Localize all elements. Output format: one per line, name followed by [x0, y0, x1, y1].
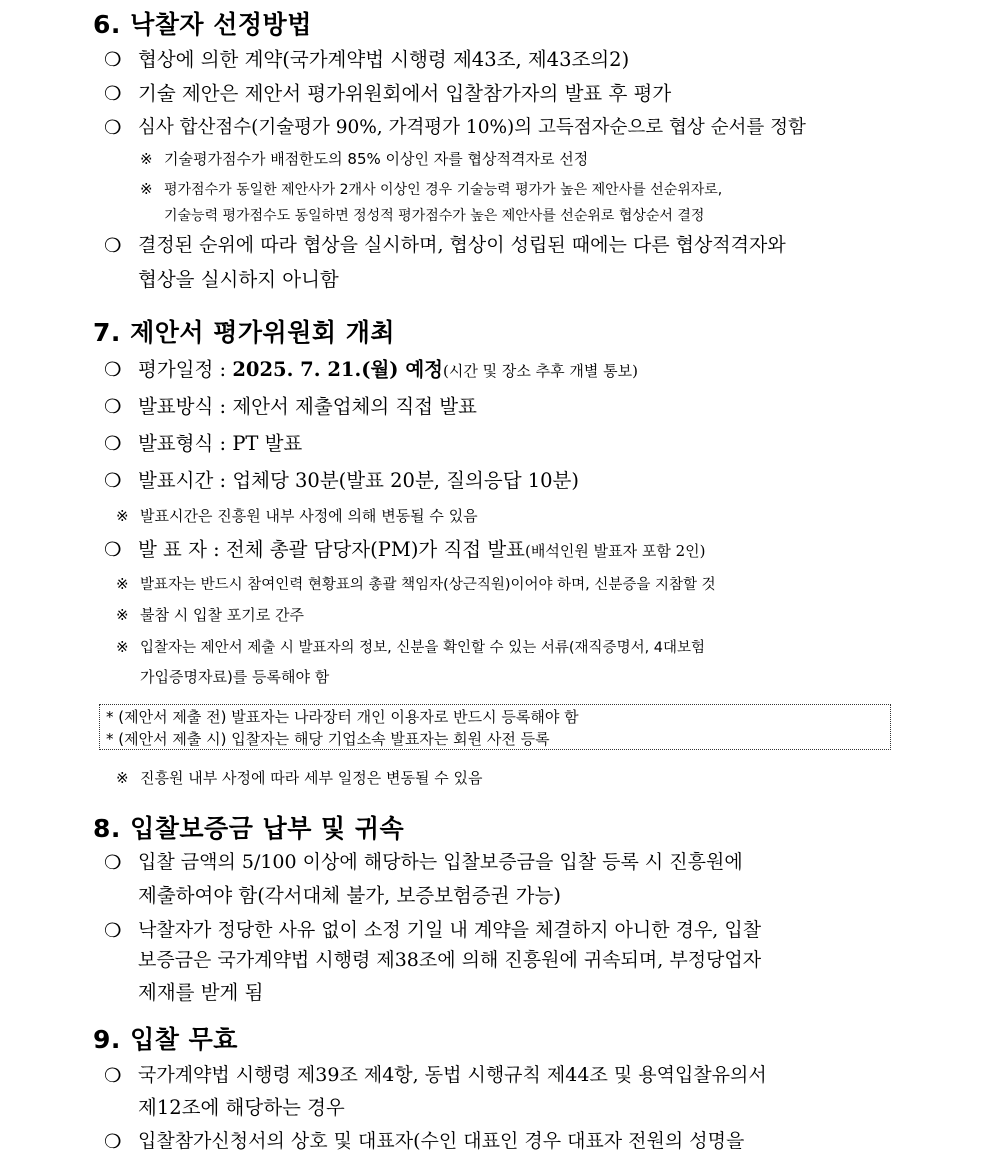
reference-mark-icon: ※	[116, 606, 129, 624]
bullet-circle-icon: ❍	[104, 82, 122, 105]
bullet-circle-icon: ❍	[104, 395, 122, 418]
s7-note-1-text: 발표시간은 진흥원 내부 사정에 의해 변동될 수 있음	[140, 507, 478, 525]
s9-bullet-1-text-a: 국가계약법 시행령 제39조 제4항, 동법 시행규칙 제44조 및 용역입찰유의서	[138, 1064, 767, 1086]
s8-bullet-1-text-b: 제출하여야 함(각서대체 불가, 보증보험증권 가능)	[138, 884, 561, 907]
s7-note-3-text: 불참 시 입찰 포기로 간주	[140, 606, 304, 624]
s7-bullet-5-text	[138, 533, 904, 568]
presenter-note: (배석인원 발표자 포함 2인)	[525, 542, 706, 560]
notice-box	[99, 704, 891, 750]
s7-bullet-3-text: 발표형식 : PT 발표	[138, 432, 303, 455]
s7-note-2-text: 발표자는 반드시 참여인력 현황표의 총괄 책임자(상근직원)이어야 하며, 신분증을 지참할 것	[140, 577, 716, 593]
s9-bullet-2-text-a: 입찰참가신청서의 상호 및 대표자(수인 대표인 경우 대표자 전원의 성명을	[138, 1130, 745, 1152]
s8-bullet-2-text-a: 낙찰자가 정당한 사유 없이 소정 기일 내 계약을 체결하지 아니한 경우, 입찰	[138, 919, 762, 941]
reference-mark-icon: ※	[140, 150, 153, 168]
evaluation-date-label: 평가일정 :	[138, 358, 233, 381]
s7-bullet-1-text	[138, 353, 904, 388]
s6-bullet-4-text-a: 결정된 순위에 따라 협상을 실시하며, 협상이 성립된 때에는 다른 협상적격자와	[138, 234, 786, 256]
s6-note-2-text-b: 기술능력 평가점수도 동일하면 정성적 평가점수가 높은 제안사를 선순위로 협상순서 결정	[164, 208, 705, 224]
s7-note-4	[116, 634, 705, 661]
s7-note-3	[116, 602, 304, 628]
bullet-circle-icon: ❍	[104, 116, 122, 139]
s7-note-2	[116, 571, 716, 598]
bullet-circle-icon: ❍	[104, 234, 122, 257]
bullet-circle-icon: ❍	[104, 48, 122, 71]
reference-mark-icon: ※	[116, 638, 129, 656]
s7-bullet-4-text: 발표시간 : 업체당 30분(발표 20분, 질의응답 10분)	[138, 469, 580, 492]
reference-mark-icon: ※	[116, 575, 129, 593]
bullet-circle-icon: ❍	[104, 469, 122, 492]
s6-bullet-3-text: 심사 합산점수(기술평가 90%, 가격평가 10%)의 고득점자순으로 협상 순서를 정함	[138, 117, 806, 138]
s8-bullet-1-text-a: 입찰 금액의 5/100 이상에 해당하는 입찰보증금을 입찰 등록 시 진흥원에	[138, 851, 743, 873]
bullet-circle-icon: ❍	[104, 1064, 122, 1087]
s7-bullet-2-text: 발표방식 : 제안서 제출업체의 직접 발표	[138, 395, 477, 418]
evaluation-date: 2025. 7. 21.(월) 예정	[232, 358, 444, 381]
reference-mark-icon: ※	[116, 507, 129, 525]
bullet-circle-icon: ❍	[104, 538, 122, 561]
s7-note-5	[116, 765, 482, 791]
s6-bullet-2-text: 기술 제안은 제안서 평가위원회에서 입찰참가자의 발표 후 평가	[138, 82, 672, 105]
notice-box-line-2: * (제안서 제출 시) 입찰자는 해당 기업소속 발표자는 회원 사전 등록	[106, 730, 550, 748]
bullet-circle-icon: ❍	[104, 851, 122, 874]
bullet-circle-icon: ❍	[104, 358, 122, 381]
evaluation-date-note: (시간 및 장소 추후 개별 통보)	[443, 362, 638, 380]
s7-note-4-text-a: 입찰자는 제안서 제출 시 발표자의 정보, 신분을 확인할 수 있는 서류(재직증명서, 4대보험	[140, 640, 706, 656]
s7-note-5-text: 진흥원 내부 사정에 따라 세부 일정은 변동될 수 있음	[140, 769, 483, 787]
presenter-text: 발 표 자 : 전체 총괄 담당자(PM)가 직접 발표	[138, 538, 526, 561]
section-9-heading: 9. 입찰 무효	[93, 1025, 238, 1054]
s6-note-1-text: 기술평가점수가 배점한도의 85% 이상인 자를 협상적격자로 선정	[164, 150, 589, 168]
bullet-circle-icon: ❍	[104, 432, 122, 455]
bullet-circle-icon: ❍	[104, 1130, 122, 1153]
reference-mark-icon: ※	[140, 180, 153, 198]
s8-bullet-2-text-c: 제재를 받게 됨	[138, 981, 264, 1004]
section-6-heading: 6. 낙찰자 선정방법	[93, 10, 312, 39]
section-8-heading: 8. 입찰보증금 납부 및 귀속	[93, 814, 405, 843]
s7-note-4-text-b: 가입증명자료)를 등록해야 함	[140, 668, 330, 686]
section-7-heading: 7. 제안서 평가위원회 개최	[93, 318, 396, 347]
s6-note-2-text-a: 평가점수가 동일한 제안사가 2개사 이상인 경우 기술능력 평가가 높은 제안사를 선순위자로,	[164, 182, 723, 198]
s6-note-2	[140, 176, 722, 203]
s8-bullet-2-text-b: 보증금은 국가계약법 시행령 제38조에 의해 진흥원에 귀속되며, 부정당업자	[138, 949, 762, 971]
s6-bullet-4-text-b: 협상을 실시하지 아니함	[138, 268, 339, 291]
s6-note-1	[140, 146, 588, 172]
bullet-circle-icon: ❍	[104, 919, 122, 942]
s9-bullet-1-text-b: 제12조에 해당하는 경우	[138, 1096, 345, 1119]
notice-box-line-1: * (제안서 제출 전) 발표자는 나라장터 개인 이용자로 반드시 등록해야 함	[106, 708, 579, 726]
s7-note-1	[116, 503, 478, 529]
s6-bullet-1-text: 협상에 의한 계약(국가계약법 시행령 제43조, 제43조의2)	[138, 48, 630, 71]
reference-mark-icon: ※	[116, 769, 129, 787]
